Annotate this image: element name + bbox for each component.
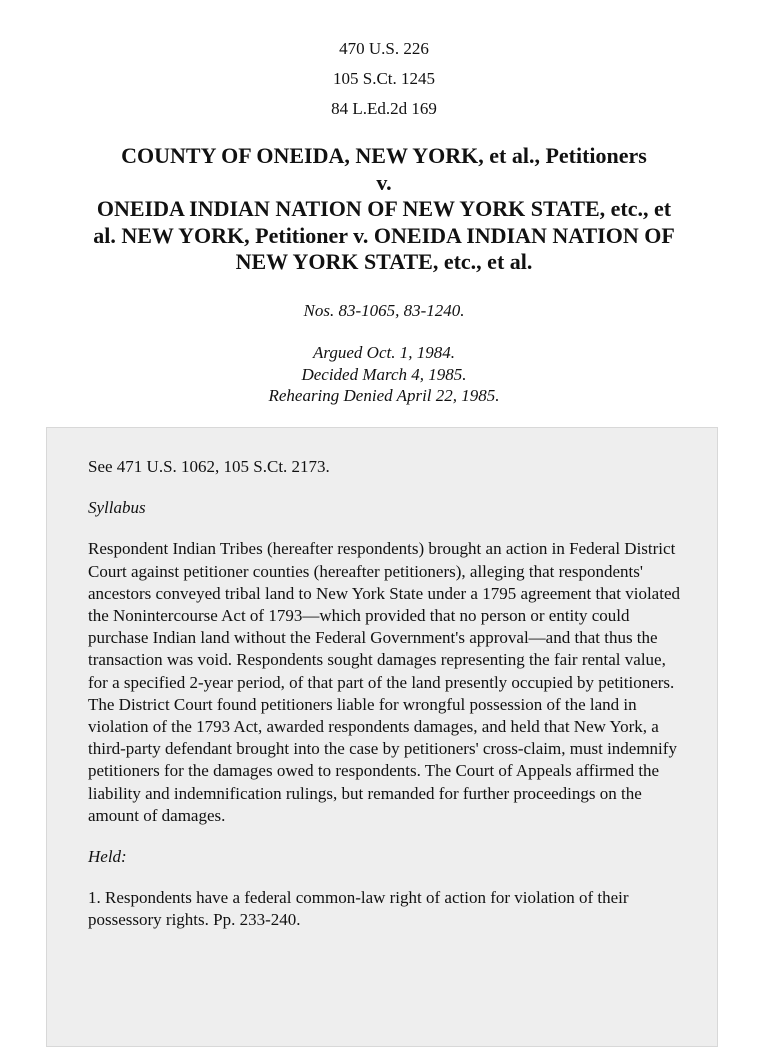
- case-title-line: al. NEW YORK, Petitioner v. ONEIDA INDIAN NATION OF: [93, 222, 675, 248]
- citation-us-reports: 470 U.S. 226: [339, 39, 429, 58]
- syllabus-content: [88, 456, 688, 951]
- syllabus-heading: Syllabus: [88, 498, 146, 518]
- case-dates: [0, 342, 768, 407]
- argued-date: Argued Oct. 1, 1984.: [313, 343, 455, 362]
- rehearing-date: Rehearing Denied April 22, 1985.: [268, 386, 500, 405]
- citation-supreme-court-reporter: 105 S.Ct. 1245: [332, 69, 436, 88]
- docket-numbers: Nos. 83-1065, 83-1240.: [303, 301, 465, 320]
- case-title-line: v.: [376, 169, 392, 195]
- case-title-line: ONEIDA INDIAN NATION OF NEW YORK STATE, etc., et: [96, 196, 672, 221]
- decided-date: Decided March 4, 1985.: [301, 364, 467, 384]
- syllabus-summary: Respondent Indian Tribes (hereafter respondents) brought an action in Federal District Court against petitioner counties (hereafter petitioners), alleging that respondents' ancestors conveyed tribal land to New York State under a 1795 agreement that violated the Nonintercourse Act of 1793—which provided that no person or entity could purchase Indian land without the Federal Government's approval—and that thus the transaction was void. Respondents sought damages representing the fair rental value, for a specified 2-year period, of that part of the land presently occupied by petitioners. The District Court found petitioners liable for wrongful possession of the land in violation of the 1793 Act, awarded respondents damages, and held that New York, a third-party defendant brought into the case by petitioners' cross-claim, must indemnify petitioners for the damages owed to respondents. The Court of Appeals affirmed the liability and indemnification rulings, but remanded for further proceedings on the amount of damages.: [88, 539, 680, 825]
- syllabus-box: [46, 427, 718, 1047]
- case-title-line: NEW YORK STATE, etc., et al.: [235, 249, 533, 274]
- case-title-line: COUNTY OF ONEIDA, NEW YORK, et al., Petitioners: [121, 143, 647, 168]
- citations: [0, 34, 768, 124]
- citation-lawyers-edition: 84 L.Ed.2d 169: [331, 99, 437, 118]
- see-also-citation: See 471 U.S. 1062, 105 S.Ct. 2173.: [88, 457, 330, 476]
- held-heading: Held:: [88, 847, 127, 867]
- case-title: [40, 143, 728, 276]
- held-point-1: 1. Respondents have a federal common-law right of action for violation of their possessory rights. Pp. 233-240.: [88, 888, 629, 930]
